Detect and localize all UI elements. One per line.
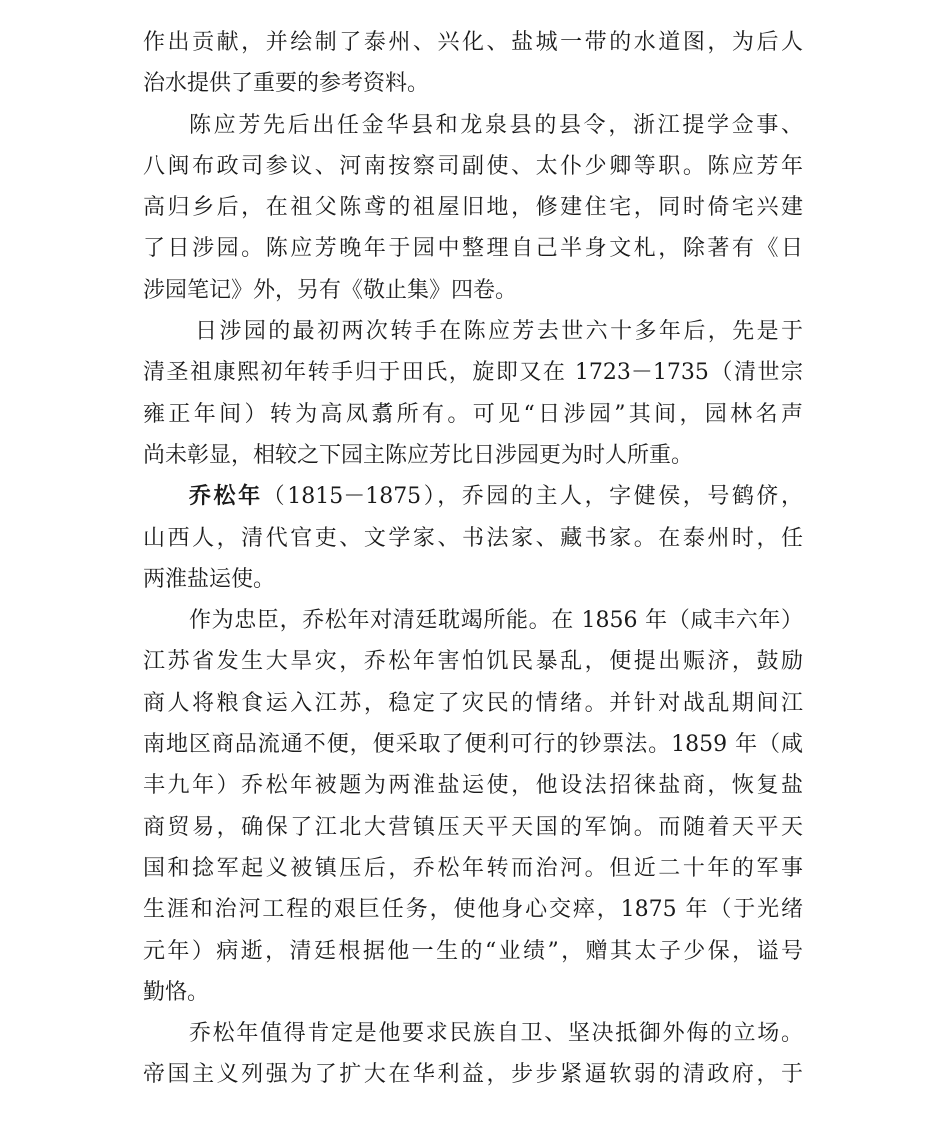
text-line: 八闽布政司参议、河南按察司副使、太仆少卿等职。陈应芳年 (143, 153, 803, 179)
text-line: 帝国主义列强为了扩大在华利益，步步紧逼软弱的清政府，于 (143, 1062, 803, 1088)
text-line: 雍正年间）转为高凤翥所有。可见“日涉园”其间，园林名声 (143, 401, 803, 427)
paragraph (143, 1013, 803, 1096)
text-line: 陈应芳先后出任金华县和龙泉县的县令，浙江提学佥事、 (189, 112, 803, 138)
text-segment: （1815－1875），乔园的主人，字健侯，号鹤侪， (262, 484, 803, 510)
text-line: 南地区商品流通不便，便采取了便利可行的钞票法。1859 年（咸 (143, 732, 803, 758)
text-line: 两淮盐运使。 (143, 566, 276, 592)
text-line: 商人将粮食运入江苏，稳定了灾民的情绪。并针对战乱期间江 (143, 690, 803, 716)
text-line: 商贸易，确保了江北大营镇压天平天国的军饷。而随着天平天 (143, 814, 803, 840)
person-name: 乔松年 (189, 483, 263, 510)
body-text (143, 22, 803, 1096)
paragraph (143, 600, 803, 1013)
text-line: 元年）病逝，清廷根据他一生的“业绩”，赠其太子少保，谥号 (143, 938, 803, 964)
text-line: 涉园笔记》外，另有《敬止集》四卷。 (143, 277, 518, 303)
text-line: 丰九年）乔松年被题为两淮盐运使，他设法招徕盐商，恢复盐 (143, 773, 803, 799)
text-line: 尚未彰显，相较之下园主陈应芳比日涉园更为时人所重。 (143, 442, 694, 468)
paragraph (143, 311, 803, 476)
text-line: 了日涉园。陈应芳晚年于园中整理自己半身文札，除著有《日 (143, 236, 803, 262)
text-line: 清圣祖康熙初年转手归于田氏，旋即又在 1723－1735（清世宗 (143, 360, 803, 386)
paragraph (143, 476, 803, 600)
text-line: 生涯和治河工程的艰巨任务，使他身心交瘁，1875 年（于光绪 (143, 897, 803, 923)
text-line: 高归乡后，在祖父陈鸢的祖屋旧地，修建住宅，同时倚宅兴建 (143, 195, 803, 221)
text-line: 勤恪。 (143, 979, 210, 1005)
text-line: 日涉园的最初两次转手在陈应芳去世六十多年后，先是于 (195, 319, 803, 345)
text-line: 乔松年值得肯定是他要求民族自卫、坚决抵御外侮的立场。 (189, 1021, 803, 1047)
text-line: 国和捻军起义被镇压后，乔松年转而治河。但近二十年的军事 (143, 855, 803, 881)
paragraph (143, 22, 803, 105)
text-line: 山西人，清代官吏、文学家、书法家、藏书家。在泰州时，任 (143, 525, 803, 551)
text-line: 江苏省发生大旱灾，乔松年害怕饥民暴乱，便提出赈济，鼓励 (143, 649, 803, 675)
text-line: 治水提供了重要的参考资料。 (143, 71, 430, 97)
text-line: 作出贡献，并绘制了泰州、兴化、盐城一带的水道图，为后人 (143, 30, 803, 55)
text-line: 作为忠臣，乔松年对清廷耽竭所能。在 1856 年（咸丰六年） (189, 608, 803, 634)
text-line (143, 476, 803, 517)
paragraph (143, 105, 803, 311)
